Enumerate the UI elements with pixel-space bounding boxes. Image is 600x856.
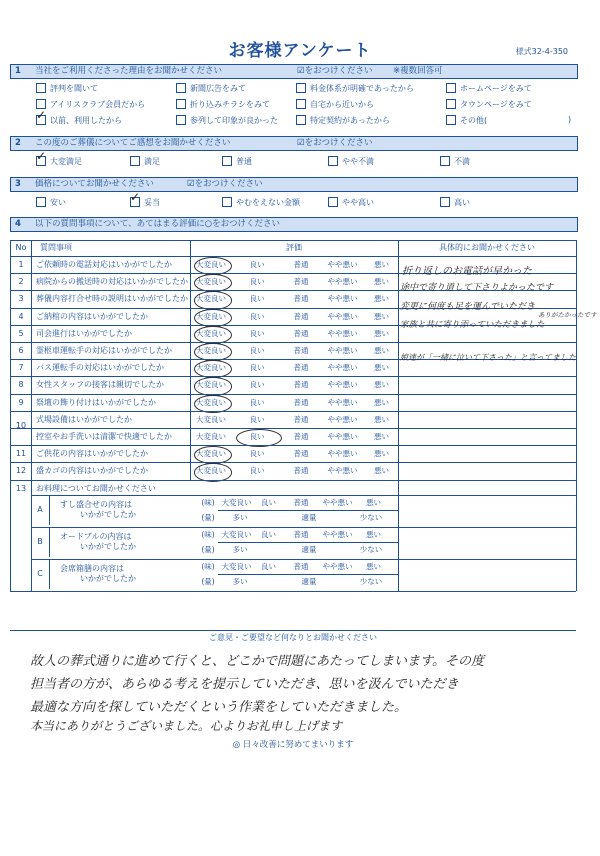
rating-option: 良い — [249, 397, 265, 407]
rating-option: 悪い — [366, 497, 381, 507]
rating-option: やや悪い — [327, 328, 358, 338]
q3-option[interactable]: やや高い — [328, 197, 374, 208]
row-number: 9 — [18, 397, 24, 407]
rating-option: 良い — [249, 380, 265, 390]
row-number: 12 — [15, 466, 27, 476]
section-label: この度のご葬儀についてご感想をお聞かせください — [35, 138, 231, 148]
q1-option[interactable]: 折り込みチラシをみて — [176, 99, 270, 110]
rating-option: 良い — [249, 414, 265, 424]
row-number-10: 10 — [15, 421, 27, 431]
q1-option[interactable]: 評判を聞いて — [36, 83, 98, 94]
col-rule-q — [190, 240, 191, 480]
checkbox[interactable] — [176, 115, 186, 125]
taste-label: (味) — [201, 561, 215, 571]
q2-option[interactable]: 満足 — [130, 156, 160, 167]
checkbox[interactable] — [130, 156, 140, 166]
rating-option: 良い — [261, 497, 276, 507]
row-question: お料理についてお聞かせください — [36, 483, 156, 493]
rating-option: やや悪い — [327, 397, 358, 407]
amount-option: 少ない — [359, 512, 383, 522]
food-key-rule — [49, 527, 50, 557]
food-block-rule — [31, 495, 576, 496]
row-number: 6 — [18, 346, 24, 355]
checkbox[interactable] — [440, 156, 450, 166]
rating-option: 悪い — [374, 449, 389, 459]
rating-option: 大変良い — [196, 380, 226, 390]
food-block-rule — [31, 527, 576, 528]
checkbox-checked[interactable] — [130, 197, 140, 207]
rating-option: 普通 — [293, 363, 309, 373]
detail-note: 娘達が「一緒に泣いて下さった」と言ってました — [400, 353, 576, 362]
comment-top-rule — [10, 630, 576, 631]
rating-option: やや悪い — [322, 529, 353, 539]
rating-option: 普通 — [293, 346, 309, 355]
rating-option: 良い — [249, 260, 265, 269]
checkbox[interactable] — [446, 115, 456, 125]
table-row-rule — [10, 394, 576, 395]
checkbox-checked[interactable] — [36, 156, 46, 166]
row-number: 2 — [18, 277, 24, 287]
rating-option: 大変良い — [221, 529, 252, 539]
row-question: ご依頼時の電話対応はいかがでしたか — [36, 260, 172, 269]
rating-option: 悪い — [374, 380, 389, 390]
row-question: 葬儀内容打合せ時の説明はいかがでしたか — [36, 294, 188, 304]
rating-option: 悪い — [374, 328, 389, 338]
amount-label: (量) — [201, 576, 215, 586]
checkbox[interactable] — [222, 156, 232, 166]
rating-option: 良い — [249, 432, 265, 441]
table-row-rule — [10, 411, 576, 412]
detail-note: 途中で寄り道して下さりよかったです — [400, 283, 554, 293]
amount-option: 適量 — [301, 544, 317, 554]
food-label: すし盛合せの内容は — [60, 499, 132, 509]
rating-option: 普通 — [293, 294, 309, 304]
q3-option[interactable]: 高い — [440, 197, 470, 208]
checkbox[interactable] — [446, 99, 456, 109]
row-number: 3 — [18, 294, 24, 304]
rating-option: 悪い — [374, 311, 389, 321]
rating-option: 大変良い — [196, 311, 226, 321]
col-header-no: No — [15, 243, 27, 252]
table-row-rule — [10, 342, 576, 343]
row-number: 13 — [15, 483, 27, 493]
q1-option-checked[interactable]: ✓以前、利用したから — [36, 115, 122, 126]
checkbox[interactable] — [176, 99, 186, 109]
checkbox[interactable] — [296, 99, 306, 109]
col-header-detail: 具体的にお聞かせください — [439, 243, 535, 252]
rating-option: 大変良い — [196, 466, 226, 476]
row-question: ご供花の内容はいかがでしたか — [36, 449, 148, 459]
rating-option: やや悪い — [327, 363, 358, 373]
rating-option: 普通 — [293, 449, 309, 459]
taste-label: (味) — [201, 497, 215, 507]
q1-option[interactable]: ホームページをみて — [446, 83, 532, 94]
rating-option: やや悪い — [327, 380, 358, 390]
amount-label: (量) — [201, 512, 215, 522]
food-key: A — [37, 504, 43, 514]
food-label: オードブルの内容は — [60, 531, 132, 541]
amount-option: 多い — [232, 544, 248, 554]
rating-option: 悪い — [374, 294, 389, 304]
rating-option: 大変良い — [196, 363, 226, 373]
food-key-rule — [49, 559, 50, 589]
row-question: 司会進行はいかがでしたか — [36, 328, 132, 338]
table-bottom-rule — [10, 591, 576, 592]
table-row-rule — [10, 462, 576, 463]
rating-option: 普通 — [293, 414, 309, 424]
rating-option: 大変良い — [196, 277, 226, 287]
comment-line: 最適な方向を探していただくという作業をしていただきました。 — [30, 700, 408, 715]
checkbox[interactable] — [36, 83, 46, 93]
checkbox[interactable] — [328, 197, 338, 207]
comment-line: 本当にありがとうございました。心よりお礼申し上げます — [30, 719, 343, 733]
row-question: 控室やお手洗いは清潔で快適でしたか — [36, 432, 172, 441]
comment-line: 担当者の方が、あらゆる考えを提示していただき、思いを汲んでいただき — [30, 677, 459, 692]
rating-option: 普通 — [293, 432, 309, 441]
form-title: お客様アンケート — [228, 41, 372, 61]
rating-option: 悪い — [374, 466, 389, 476]
col-rule-detail — [398, 240, 399, 591]
row-question: 盛カゴの内容はいかがでしたか — [36, 466, 148, 476]
rating-option: やや悪い — [327, 414, 358, 424]
rating-option: やや悪い — [327, 294, 358, 304]
rating-option: やや悪い — [322, 497, 353, 507]
rating-option: 良い — [249, 294, 265, 304]
q1-option[interactable]: アイリスクラブ会員だから — [36, 99, 145, 110]
row-number: 5 — [18, 328, 24, 338]
table-row-rule — [10, 445, 576, 446]
rating-option: 悪い — [374, 414, 389, 424]
checkbox[interactable] — [296, 115, 306, 125]
rating-option: 大変良い — [196, 449, 226, 459]
other-close-paren: ) — [568, 115, 572, 124]
row-question: 女性スタッフの接客は親切でしたか — [36, 380, 164, 390]
row-question: 霊柩車運転手の対応はいかがでしたか — [36, 346, 172, 355]
checkbox[interactable] — [328, 156, 338, 166]
food-mid-rule — [218, 574, 398, 575]
q1-option[interactable]: 特定契約があったから — [296, 115, 390, 126]
food-label: いかがでしたか — [80, 573, 136, 583]
detail-note: ありがたかったです — [538, 311, 597, 319]
row-question: 祭壇の飾り付けはいかがでしたか — [36, 397, 156, 407]
comment-line: 故人の葬式通りに進めて行くと、どこかで問題にあたってしまいます。その度 — [30, 654, 484, 669]
rating-option: 普通 — [293, 277, 309, 287]
rating-option: 悪い — [374, 363, 389, 373]
food-mid-rule — [218, 510, 398, 511]
rating-option: 大変良い — [196, 294, 226, 304]
rating-option: 大変良い — [196, 432, 226, 441]
checkbox[interactable] — [446, 83, 456, 93]
q3-option[interactable]: 安い — [36, 197, 66, 208]
rating-option: 悪い — [366, 561, 381, 571]
amount-option: 適量 — [301, 512, 317, 522]
table-row-rule — [10, 376, 576, 377]
row-number: 7 — [18, 363, 24, 373]
rating-option: やや悪い — [327, 311, 358, 321]
q1-option[interactable]: 自宅から近いから — [296, 99, 374, 110]
rating-option: 良い — [261, 529, 276, 539]
row-number: 1 — [18, 260, 24, 269]
amount-option: 適量 — [301, 576, 317, 586]
detail-note: 折り返しのお電話が早かった — [402, 266, 532, 277]
section-number: 2 — [15, 138, 21, 148]
food-block-rule — [31, 559, 576, 560]
rating-option: 良い — [249, 449, 265, 459]
section-label: 当社をご利用くださった理由をお聞かせください — [35, 66, 223, 76]
rating-option: 普通 — [293, 397, 309, 407]
checkbox[interactable] — [176, 83, 186, 93]
row-question: バス運転手の対応はいかがでしたか — [36, 363, 164, 373]
row-question: 式場設備はいかがでしたか — [36, 414, 132, 424]
food-label: 会席箱膳の内容は — [60, 563, 124, 573]
food-label: いかがでしたか — [80, 541, 136, 551]
rating-option: 普通 — [293, 311, 309, 321]
food-mid-rule — [218, 542, 398, 543]
food-key-rule — [49, 495, 50, 525]
rating-option: 悪い — [374, 397, 389, 407]
rating-option: 普通 — [293, 497, 309, 507]
checkbox[interactable] — [36, 197, 46, 207]
rating-option: やや悪い — [327, 449, 358, 459]
rating-option: 悪い — [374, 346, 389, 355]
section-label: 以下の質問事項について、あてはまる評価に○をおつけください — [35, 219, 280, 229]
rating-option: 普通 — [293, 328, 309, 338]
rating-option: やや悪い — [327, 466, 358, 476]
form-number: 様式32-4-350 — [515, 47, 568, 56]
section-note-multi: ※複数回答可 — [393, 66, 443, 76]
rating-option: 良い — [249, 277, 265, 287]
table-row-rule — [10, 480, 576, 481]
col-rule-no — [31, 240, 32, 591]
rating-option: 大変良い — [196, 260, 226, 269]
q1-option[interactable]: 料金体系が明確であったから — [296, 83, 414, 94]
food-key: C — [37, 568, 43, 578]
rating-option: 悪い — [374, 277, 389, 287]
rating-option: 悪い — [374, 432, 389, 441]
rating-option: 普通 — [293, 260, 309, 269]
checkbox[interactable] — [36, 99, 46, 109]
q1-option[interactable]: タウンページをみて — [446, 99, 532, 110]
q2-option[interactable]: 普通 — [222, 156, 252, 167]
table-top-rule — [10, 240, 576, 241]
section-number: 3 — [15, 179, 21, 189]
rating-option: 大変良い — [221, 497, 252, 507]
col-header-question: 質問事項 — [40, 243, 72, 252]
q1-option-other[interactable]: その他( — [446, 115, 487, 126]
row-number: 11 — [15, 449, 27, 459]
rating-option: 良い — [249, 466, 265, 476]
checkbox[interactable] — [440, 197, 450, 207]
amount-option: 少ない — [359, 576, 383, 586]
rating-option: やや悪い — [322, 561, 353, 571]
rating-option: 悪い — [374, 260, 389, 269]
amount-option: 少ない — [359, 544, 383, 554]
section-note: ☑をおつけください — [187, 179, 263, 189]
rating-option: 悪い — [366, 529, 381, 539]
comment-header: ご意見・ご要望など何なりとお聞かせください — [209, 633, 377, 642]
col-header-eval: 評価 — [286, 243, 302, 252]
q2-option-checked[interactable]: ✓大変満足 — [36, 156, 82, 167]
rating-option: 大変良い — [196, 346, 226, 355]
rating-option: やや悪い — [327, 260, 358, 269]
rating-option: 普通 — [293, 561, 309, 571]
section-note: ☑をおつけください — [297, 66, 373, 76]
rating-option: 普通 — [293, 380, 309, 390]
section-label: 価格についてお聞かせください — [35, 179, 154, 189]
section-note: ☑をおつけください — [297, 138, 373, 148]
table-left-rule — [10, 240, 11, 591]
rating-option: 普通 — [293, 466, 309, 476]
section-number: 4 — [15, 219, 21, 229]
detail-note: 変更に何度も足を運んでいただき — [400, 302, 536, 312]
table-right-rule — [576, 240, 577, 591]
section-number: 1 — [15, 66, 21, 76]
rating-option: 大変良い — [196, 397, 226, 407]
food-label: いかがでしたか — [80, 509, 136, 519]
q3-option[interactable]: やむをえない金額 — [222, 197, 300, 208]
rating-option: やや悪い — [327, 277, 358, 287]
rating-option: 良い — [249, 311, 265, 321]
section-4-header — [10, 217, 578, 232]
checkbox-checked[interactable] — [36, 115, 46, 125]
q2-option[interactable]: やや不満 — [328, 156, 374, 167]
rating-option: やや悪い — [327, 346, 358, 355]
amount-label: (量) — [201, 544, 215, 554]
footer-message: ◎ 日々改善に努めてまいります — [232, 740, 354, 750]
rating-option: 良い — [261, 561, 276, 571]
row-number: 8 — [18, 380, 24, 390]
taste-label: (味) — [201, 529, 215, 539]
rating-option: 良い — [249, 328, 265, 338]
rating-option: 普通 — [293, 529, 309, 539]
section-1-header — [10, 64, 578, 79]
rating-option: 大変良い — [196, 414, 226, 424]
q2-option[interactable]: 不満 — [440, 156, 470, 167]
q1-option[interactable]: 新聞広告をみて — [176, 83, 246, 94]
q1-option[interactable]: 参列して印象が良かった — [176, 115, 278, 126]
row-question: ご納棺の内容はいかがでしたか — [36, 311, 148, 321]
rating-option: 大変良い — [196, 328, 226, 338]
rating-option: 良い — [249, 346, 265, 355]
detail-note: 家族と共に寄り添っていただきました — [400, 320, 545, 330]
table-row-rule — [10, 428, 576, 429]
amount-option: 多い — [232, 512, 248, 522]
rating-option: やや悪い — [327, 432, 358, 441]
table-row-rule — [10, 256, 576, 257]
section-3-header — [10, 177, 578, 192]
checkbox[interactable] — [222, 197, 232, 207]
rating-option: 良い — [249, 363, 265, 373]
q3-option-checked[interactable]: ✓ 妥当 — [130, 197, 160, 208]
row-question: 病院からの搬送時の対応はいかがでしたか — [36, 277, 188, 287]
food-key: B — [37, 536, 43, 546]
amount-option: 多い — [232, 576, 248, 586]
checkbox[interactable] — [296, 83, 306, 93]
rating-option: 大変良い — [221, 561, 252, 571]
row-number: 4 — [18, 311, 24, 321]
section-2-header — [10, 136, 578, 151]
